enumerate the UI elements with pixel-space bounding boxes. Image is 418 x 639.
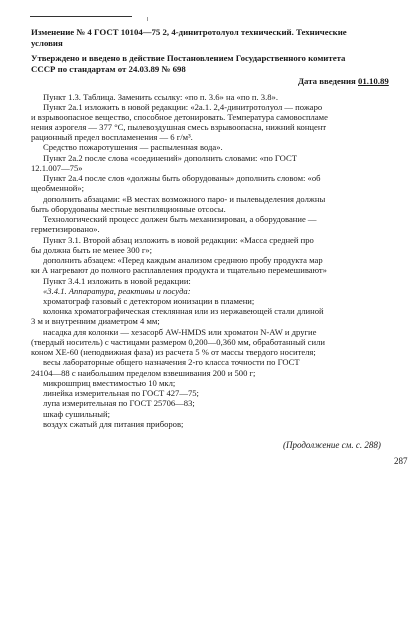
body-line: бы должна быть не менее 300 г»; bbox=[31, 245, 153, 255]
body-line: лупа измерительная по ГОСТ 25706—83; bbox=[43, 398, 195, 408]
approval-statement-cont: СССР по стандартам от 24.03.89 № 698 bbox=[31, 64, 186, 74]
body-line: шкаф сушильный; bbox=[43, 409, 110, 419]
body-line: Пункт 3.4.1 изложить в новой редакции: bbox=[43, 276, 191, 286]
section-heading: «3.4.1. Аппаратура, реактивы и посуда: bbox=[43, 286, 191, 296]
body-line: Пункт 2а.2 после слова «соединений» дополнить словами: «по ГОСТ bbox=[43, 153, 297, 163]
body-line: нения аэрогеля — 377 °С, пылевоздушная смесь взрывоопасна, нижний концент bbox=[31, 122, 327, 132]
approval-statement: Утверждено и введено в действие Постановлением Государственного комитета bbox=[31, 53, 346, 63]
body-line: Пункт 2а.1 изложить в новой редакции: «2а.1. 2,4-динитротолуол — пожаро bbox=[43, 102, 323, 112]
effective-date-label: Дата введения bbox=[298, 76, 356, 86]
body-line: (твердый носитель) с частицами размером 0,200—0,360 мм, обработанный сили bbox=[31, 337, 325, 347]
body-line: Пункт 1.3. Таблица. Заменить ссылку: «по п. 3.6» на «по п. 3.8». bbox=[43, 92, 278, 102]
body-line: Пункт 2а.4 после слов «должны быть оборудованы» дополнить словом: «об bbox=[43, 173, 321, 183]
body-line: 12.1.007—75» bbox=[31, 163, 83, 173]
amendment-title: Изменение № 4 ГОСТ 10104—75 2, 4-динитротолуол технический. Технические bbox=[31, 27, 347, 37]
scan-mark bbox=[147, 17, 148, 21]
body-line: дополнить абзацем: «Перед каждым анализом среднюю пробу продукта мар bbox=[43, 255, 323, 265]
body-line: и взрывоопасное вещество, способное детонировать. Температура самовоспламе bbox=[31, 112, 328, 122]
body-line: Пункт 3.1. Второй абзац изложить в новой редакции: «Масса средней про bbox=[43, 235, 314, 245]
body-line: 24104—88 с наибольшим пределом взвешивания 200 и 500 г; bbox=[31, 368, 256, 378]
body-line: весы лабораторные общего назначения 2-го класса точности по ГОСТ bbox=[43, 357, 300, 367]
continuation-note: (Продолжение см. с. 288) bbox=[283, 440, 381, 450]
body-line: ки А нагревают до полного расплавления продукта и тщательно перемешивают» bbox=[31, 265, 327, 275]
body-line: герметизировано». bbox=[31, 224, 100, 234]
body-line: воздух сжатый для питания приборов; bbox=[43, 419, 184, 429]
body-line: Технологический процесс должен быть механизирован, а оборудование — bbox=[43, 214, 317, 224]
body-line: насадка для колонки — хезасорб AW-HMDS или хроматон N-AW и другие bbox=[43, 327, 317, 337]
body-line: хроматограф газовый с детектором ионизации в пламени; bbox=[43, 296, 255, 306]
body-line: микрошприц вместимостью 10 мкл; bbox=[43, 378, 176, 388]
body-line: быть оборудованы местные вентиляционные отсосы. bbox=[31, 204, 226, 214]
effective-date bbox=[298, 76, 389, 86]
body-line: щеобменной»; bbox=[31, 183, 85, 193]
header-rule bbox=[30, 16, 132, 17]
body-line: Средство пожаротушения — распыленная вода». bbox=[43, 142, 223, 152]
body-line: колонка хроматографическая стеклянная или из нержавеющей стали длиной bbox=[43, 306, 324, 316]
body-line: рационный предел воспламенения — 6 г/м³. bbox=[31, 132, 193, 142]
body-line: 3 м и внутренним диаметром 4 мм; bbox=[31, 316, 160, 326]
body-line: линейка измерительная по ГОСТ 427—75; bbox=[43, 388, 199, 398]
amendment-title-cont: условия bbox=[31, 38, 63, 48]
body-line: дополнить абзацами: «В местах возможного паро- и пылевыделения должны bbox=[43, 194, 326, 204]
body-line: коном XE-60 (неподвижная фаза) из расчета 5 % от массы твердого носителя; bbox=[31, 347, 316, 357]
effective-date-value: 01.10.89 bbox=[358, 76, 389, 86]
page-number: 287 bbox=[394, 456, 408, 466]
